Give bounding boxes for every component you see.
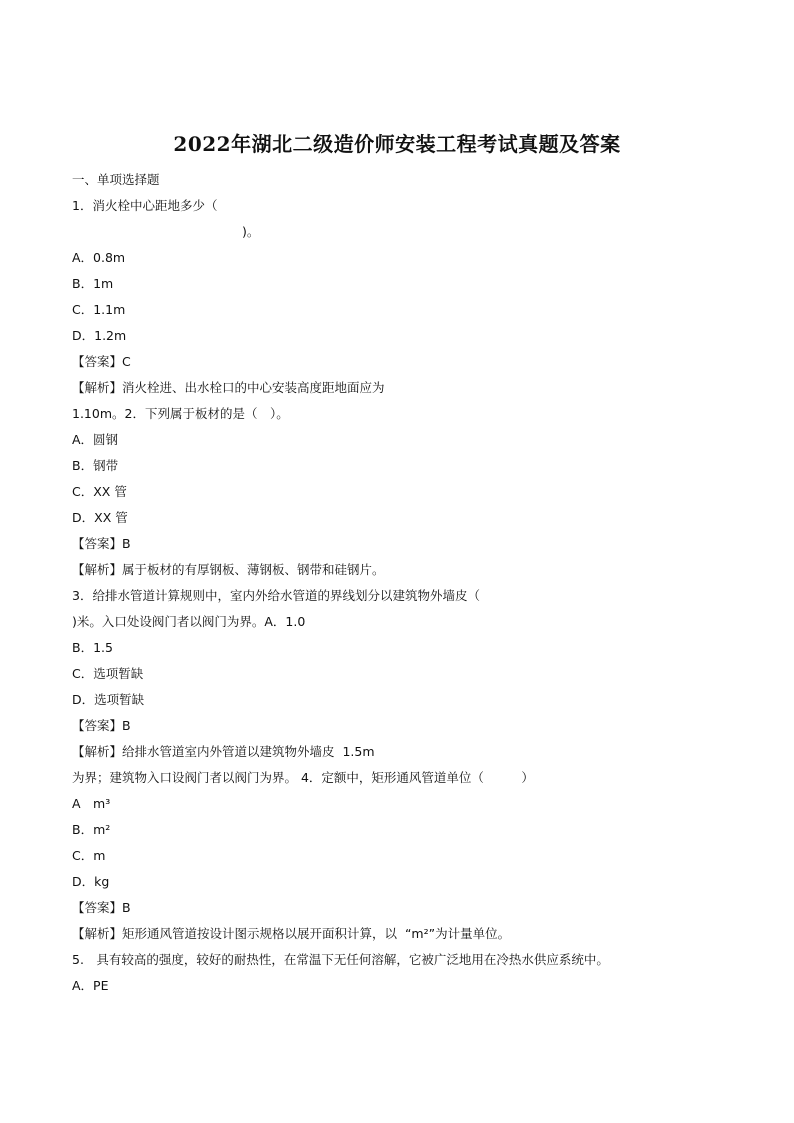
question-5-option-a: A．PE	[72, 978, 109, 993]
question-2-option-b: B．钢带	[72, 458, 119, 473]
question-1-option-c: C．1.1m	[72, 302, 126, 317]
question-3-answer: 【答案】B	[72, 718, 131, 733]
question-4-option-c: C．m	[72, 848, 106, 863]
question-1-stem: 1．消火栓中心距地多少（	[72, 198, 218, 213]
question-4-analysis: 【解析】矩形通风管道按设计图示规格以展开面积计算，以 “m²”为计量单位。	[72, 926, 511, 941]
question-5-stem: 5. 具有较高的强度，较好的耐热性，在常温下无任何溶解，它被广泛地用在冷热水供应系统中。	[72, 952, 609, 967]
question-4-answer: 【答案】B	[72, 900, 131, 915]
question-1-analysis: 【解析】消火栓进、出水栓口的中心安装高度距地面应为	[72, 380, 385, 395]
question-1-answer: 【答案】C	[72, 354, 131, 369]
document-body	[72, 171, 732, 1003]
question-3-stem-continued: )米。入口处设阀门者以阀门为界。A．1.0	[72, 614, 306, 629]
question-2-option-a: A．圆钢	[72, 432, 119, 447]
question-1-option-b: B．1m	[72, 276, 114, 291]
question-1-option-d: D．1.2m	[72, 328, 127, 343]
question-3-stem: 3．给排水管道计算规则中，室内外给水管道的界线划分以建筑物外墙皮（	[72, 588, 480, 603]
section-heading: 一、单项选择题	[72, 172, 160, 187]
question-2-option-d: D．XX 管	[72, 510, 128, 525]
question-3-analysis: 【解析】给排水管道室内外管道以建筑物外墙皮 1.5m	[72, 744, 375, 759]
document-title: 2022年湖北二级造价师安装工程考试真题及答案	[173, 132, 621, 156]
question-2-answer: 【答案】B	[72, 536, 131, 551]
question-1-stem-end: )。	[242, 224, 260, 239]
question-2-analysis: 【解析】属于板材的有厚钢板、薄钢板、钢带和硅钢片。	[72, 562, 385, 577]
question-3-option-c: C．选项暂缺	[72, 666, 144, 681]
question-3-option-b: B．1.5	[72, 640, 113, 655]
question-4-option-a: A m³	[72, 796, 111, 811]
question-2-option-c: C．XX 管	[72, 484, 127, 499]
question-3-analysis-continued: 为界；建筑物入口设阀门者以阀门为界。 4．定额中，矩形通风管道单位（ ）	[72, 770, 534, 785]
question-4-option-b: B．m²	[72, 822, 111, 837]
question-3-option-d: D．选项暂缺	[72, 692, 145, 707]
question-4-option-d: D．kg	[72, 874, 110, 889]
question-1-option-a: A．0.8m	[72, 250, 126, 265]
question-1-analysis-continued: 1.10m。2．下列属于板材的是（ ）。	[72, 406, 289, 421]
